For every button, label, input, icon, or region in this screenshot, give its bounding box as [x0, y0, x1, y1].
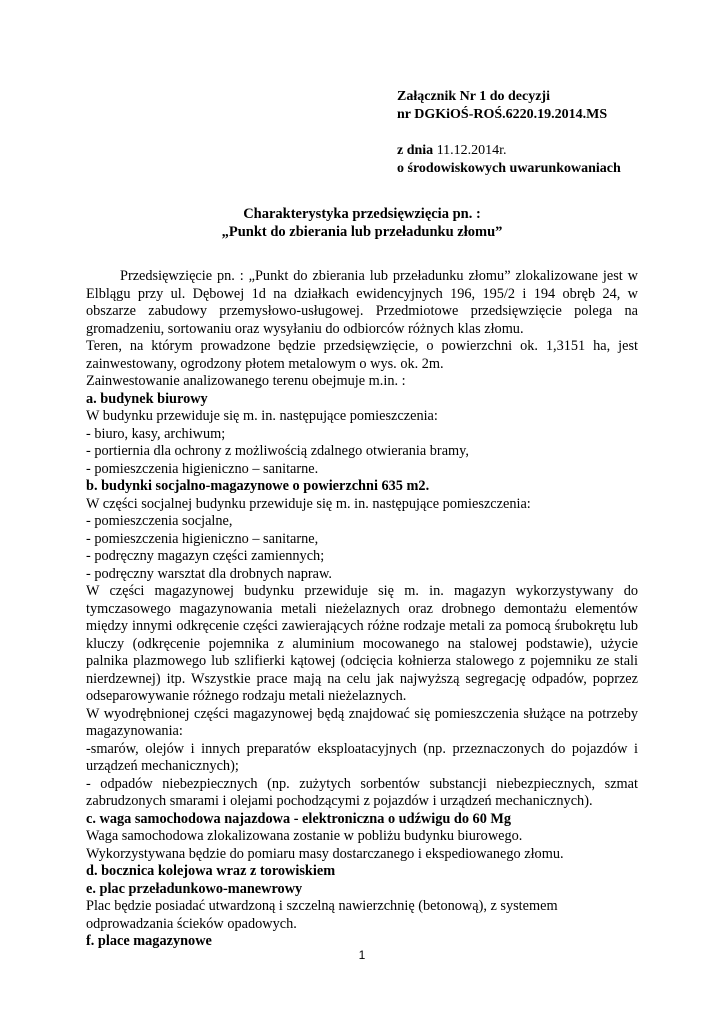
section-b-intro: W części socjalnej budynku przewiduje się m. in. następujące pomieszczenia: — [86, 495, 531, 512]
decision-number: nr DGKiOŚ-ROŚ.6220.19.2014.MS — [397, 107, 608, 122]
scope-paragraph: Zainwestowanie analizowanego terenu obejmuje m.in. : — [86, 373, 406, 389]
section-f-heading: f. place magazynowe — [86, 933, 212, 949]
attachment-number: Załącznik Nr 1 do decyzji — [397, 89, 550, 104]
title-line-2: „Punkt do zbierania lub przeładunku złomu” — [221, 224, 503, 240]
date-value: 11.12.2014r. — [436, 143, 507, 158]
section-a-heading: a. budynek biurowy — [86, 390, 208, 407]
list-item: - portiernia dla ochrony z możliwością zdalnego otwierania bramy, — [86, 443, 469, 459]
decision-subject: o środowiskowych uwarunkowaniach — [397, 161, 621, 176]
section-d-heading: d. bocznica kolejowa wraz z torowiskiem — [86, 863, 336, 879]
list-item: - podręczny magazyn części zamiennych; — [86, 548, 325, 564]
decision-date-line — [397, 142, 621, 160]
terrain-paragraph: Teren, na którym prowadzone będzie przedsięwzięcie, o powierzchni ok. 1,3151 ha, jest zainwestowany, ogrodzony płotem metalowym o wys. ok. 2m. — [86, 338, 638, 372]
section-e-text: Plac będzie posiadać utwardzoną i szczelną nawierzchnię (betonową), z systemem odprowadzania ścieków opadowych. — [86, 898, 558, 932]
section-a-intro: W budynku przewiduje się m. in. następujące pomieszczenia: — [86, 408, 438, 424]
section-c-text-1: Waga samochodowa zlokalizowana zostanie w pobliżu budynku biurowego. — [86, 828, 523, 844]
document-title — [0, 205, 724, 241]
list-item: - biuro, kasy, archiwum; — [86, 425, 226, 442]
list-item: - pomieszczenia higieniczno – sanitarne. — [86, 460, 319, 477]
page-number: 1 — [358, 948, 366, 962]
list-item: - pomieszczenia higieniczno – sanitarne, — [86, 530, 319, 547]
list-item: - odpadów niebezpiecznych (np. zużytych sorbentów substancji niebezpiecznych, szmat zabrudzonych smarami i olejami pochodzącymi z pojazdów i urządzeń mechanicznych). — [86, 775, 638, 809]
list-item: -smarów, olejów i innych preparatów eksploatacyjnych (np. przeznaczonych do pojazdów i urządzeń mechanicznych); — [86, 740, 638, 774]
title-line-1: Charakterystyka przedsięwzięcia pn. : — [243, 206, 481, 222]
document-body — [86, 268, 638, 951]
storage-paragraph: W części magazynowej budynku przewiduje się m. in. magazyn wykorzystywany do tymczasowego magazynowania metali nieżelaznych oraz drobnego demontażu elementów między innymi odkręcenie części zawierających różne rodzaje metali za pomocą śrubokrętu lub kluczy (odkręcenie pojemnika z aluminium mocowanego na stalowej podstawie), użycie palnika plazmowego lub szlifierki kątowej (odcięcia kołnierza stalowego z pojemniku ze stali nierdzewnej) itp. Wszystkie prace mają na celu jak najwyższą segregację odpadów, poprzez odseparowywanie różnego rodzaju metali nieżelaznych. — [86, 583, 638, 704]
separate-storage-paragraph: W wyodrębnionej części magazynowej będą znajdować się pomieszczenia służące na potrzeby magazynowania: — [86, 705, 638, 739]
list-item: - pomieszczenia socjalne, — [86, 513, 233, 529]
section-b-heading: b. budynki socjalno-magazynowe o powierzchni 635 m2. — [86, 478, 430, 494]
list-item: - podręczny warsztat dla drobnych napraw. — [86, 565, 332, 582]
date-label: z dnia — [397, 143, 434, 158]
intro-paragraph: Przedsięwzięcie pn. : „Punkt do zbierania lub przeładunku złomu” zlokalizowane jest w Elblągu przy ul. Dębowej 1d na działkach ewidencyjnych 196, 195/2 i 194 obręb 24, w obszarze zabudowy przemysłowo-usługowej. Przedmiotowe przedsięwzięcie polega na gromadzeniu, sortowaniu oraz wysyłaniu do odbiorców różnych klas złomu. — [86, 268, 638, 337]
section-c-heading: c. waga samochodowa najazdowa - elektroniczna o udźwigu do 60 Mg — [86, 810, 512, 827]
section-e-heading: e. plac przeładunkowo-manewrowy — [86, 880, 303, 897]
section-c-text-2: Wykorzystywana będzie do pomiaru masy dostarczanego i ekspediowanego złomu. — [86, 845, 564, 862]
attachment-header — [397, 88, 621, 178]
